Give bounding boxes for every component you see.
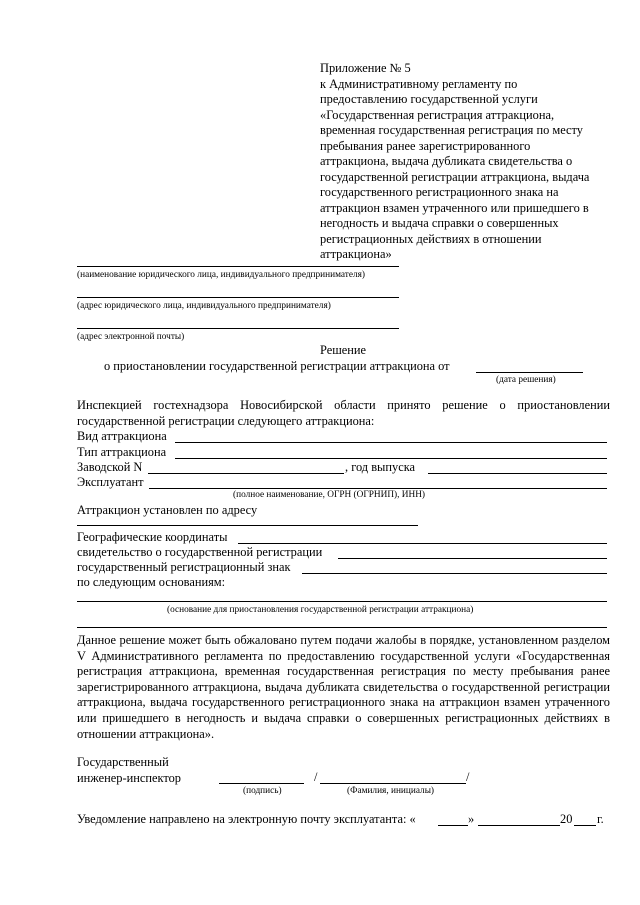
appendix-line: регистрационных действиях в отношении [320,231,542,246]
notice-year-prefix: 20 [560,812,573,826]
email-field[interactable] [77,328,399,329]
slash-open: / [314,770,318,784]
kind-label: Вид аттракциона [77,429,167,443]
grounds-field[interactable] [77,601,607,602]
appendix-line: временная государственная регистрация по месту [320,123,583,137]
legal-name-caption: (наименование юридического лица, индивидуального предпринимателя) [77,270,366,280]
decision-title: Решение [320,343,367,357]
notice-day-field[interactable] [438,825,468,826]
inspector-role-line2: инженер-инспектор [77,771,182,785]
legal-name-field[interactable] [77,266,399,267]
inspector-role-line1: Государственный [77,755,169,769]
address-field[interactable] [77,297,399,298]
serial-field[interactable] [148,473,344,474]
coords-field[interactable] [238,543,607,544]
grounds-caption: (основание для приостановления государственной регистрации аттракциона) [167,605,474,615]
signature-caption: (подпись) [243,786,282,796]
decision-date-field[interactable] [476,372,583,373]
type-field[interactable] [175,458,607,459]
appendix-line: к Административному регламенту по [320,76,518,91]
year-field[interactable] [428,473,607,474]
appeal-paragraph: Данное решение может быть обжаловано путем подачи жалобы в порядке, установленном разделом V Административного регламента по предоставлению государственной услуги «Государственная регистрация аттракциона, временная государственная регистрация по месту пребывания ранее зарегистрированного аттракциона, выдача дубликата свидетельства о государственной регистрации аттракциона, выдача государственного регистрационного знака на аттракцион взамен утраченного или пришедшего в негодность и выдача справки о совершенных регистрационных действиях в отношении аттракциона». [77,633,610,741]
type-label: Тип аттракциона [77,445,167,459]
grounds-field-2[interactable] [77,627,607,628]
appendix-line: предоставлению государственной услуги [320,92,538,106]
appendix-line: Приложение № 5 [320,61,411,75]
appendix-line: аттракциона, выдача дубликата свидетельства о [320,154,573,168]
operator-label: Эксплуатант [77,475,144,489]
kind-field[interactable] [175,442,607,443]
appendix-header [320,61,620,263]
notice-year-suffix: г. [597,812,604,826]
appendix-line: государственной регистрации аттракциона, выдача [320,169,590,184]
slash-close: / [466,770,470,784]
signature-field[interactable] [219,783,304,784]
certificate-label: свидетельство о государственной регистрации [77,545,323,559]
grounds-label: по следующим основаниям: [77,575,226,589]
appendix-line: аттракцион взамен утраченного или пришедшего в [320,200,589,215]
inspector-name-field[interactable] [320,783,466,784]
decision-subtitle: о приостановлении государственной регистрации аттракциона от [104,359,450,373]
certificate-field[interactable] [338,558,607,559]
appendix-line: негодность и выдача справки о совершенных [320,216,559,230]
year-label: , год выпуска [345,460,416,474]
appendix-line: государственного регистрационного знака на [320,185,559,199]
operator-field[interactable] [149,488,607,489]
appendix-line: «Государственная регистрация аттракциона, [320,107,555,122]
appendix-line: пребывания ранее зарегистрированного [320,138,531,153]
reg-sign-label: государственный регистрационный знак [77,560,291,574]
email-notice: Уведомление направлено на электронную почту эксплуатанта: « [77,812,416,826]
notice-quote-close: » [468,812,475,826]
appendix-line: аттракциона» [320,247,392,261]
reg-sign-field[interactable] [302,573,607,574]
inspector-name-caption: (Фамилия, инициалы) [347,786,435,796]
notice-year-field[interactable] [574,825,596,826]
install-address-field[interactable] [77,525,418,526]
notice-month-field[interactable] [478,825,560,826]
decision-date-caption: (дата решения) [496,375,556,385]
intro-paragraph: Инспекцией гостехнадзора Новосибирской области принято решение о приостановлении государственной регистрации следующего аттракциона: [77,398,610,428]
install-address-label: Аттракцион установлен по адресу [77,503,258,517]
email-caption: (адрес электронной почты) [77,332,185,342]
serial-label: Заводской N [77,460,143,474]
coords-label: Географические координаты [77,530,228,544]
operator-caption: (полное наименование, ОГРН (ОГРНИП), ИНН) [233,490,426,500]
address-caption: (адрес юридического лица, индивидуального предпринимателя) [77,301,331,311]
